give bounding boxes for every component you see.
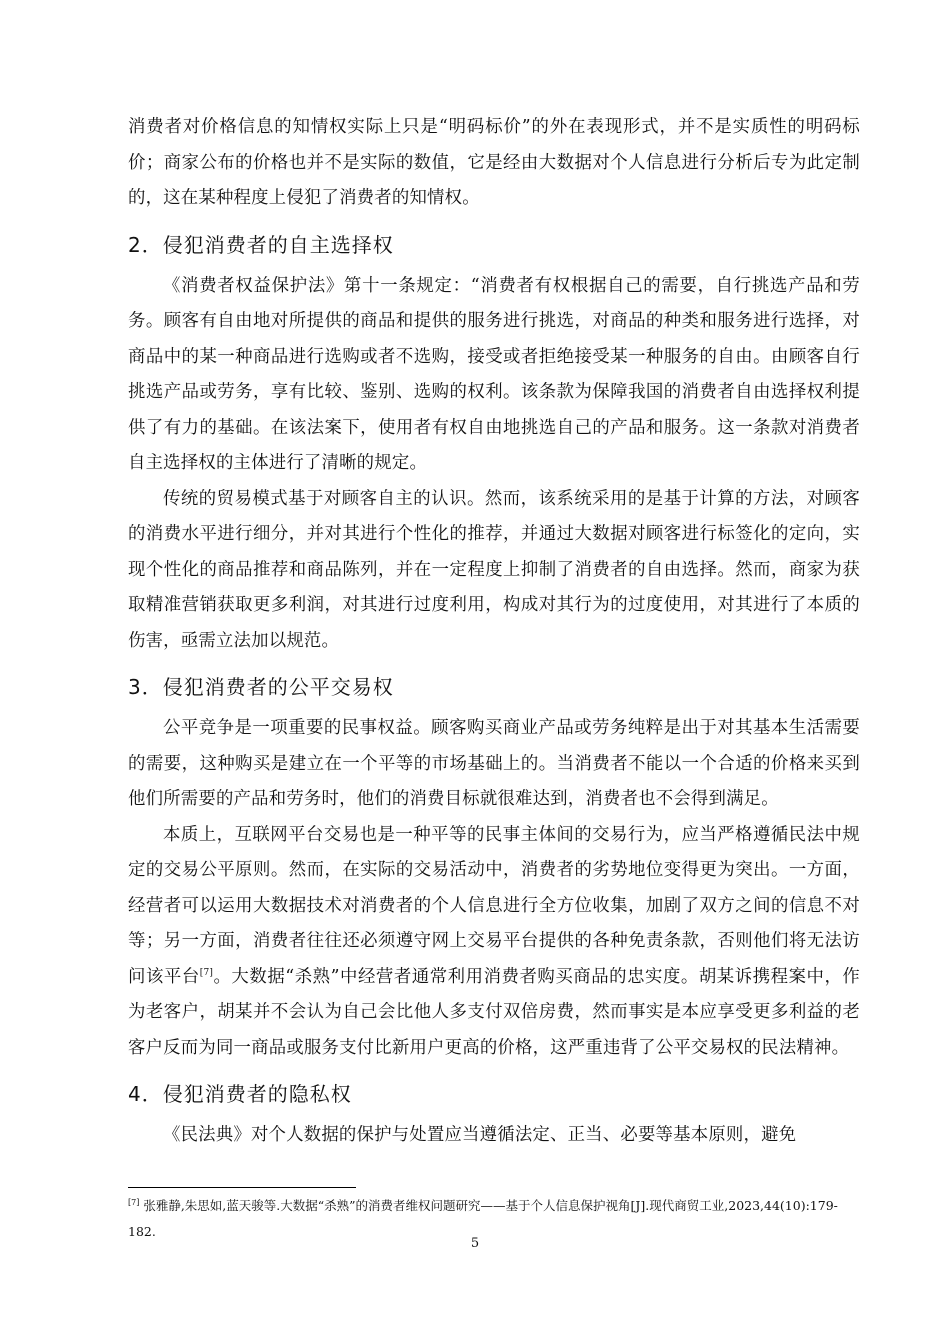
paragraph-fair-competition: 公平竞争是一项重要的民事权益。顾客购买商业产品或劳务纯粹是出于对其基本生活需要的需要，这种购买是建立在一个平等的市场基础上的。当消费者不能以一个合适的价格来买到他们所需要的产品和劳务时，他们的消费目标就很难达到，消费者也不会得到满足。: [128, 718, 860, 809]
footnote-mark: [7]: [128, 1197, 140, 1207]
page-number: 5: [470, 1236, 480, 1251]
paragraph-privacy-start: 《民法典》对个人数据的保护与处置应当遵循法定、正当、必要等基本原则，避免: [163, 1125, 797, 1145]
footnote-divider: [128, 1187, 356, 1188]
paragraph-fair-trade-essence: [128, 818, 860, 1067]
paragraph-choice-trade: 传统的贸易模式基于对顾客自主的认识。然而，该系统采用的是基于计算的方法，对顾客的消费水平进行细分，并对其进行个性化的推荐，并通过大数据对顾客进行标签化的定向，实现个性化的商品推荐和商品陈列，并在一定程度上抑制了消费者的自由选择。然而，商家为获取精准营销获取更多利润，对其进行过度利用，构成对其行为的过度使用，对其进行了本质的伤害，亟需立法加以规范。: [128, 488, 860, 651]
paragraph-fair-trade-text-after: 。大数据“杀熟”中经营者通常利用消费者购买商品的忠实度。胡某诉携程案中，作为老客户，胡某并不会认为自己会比他人多支付双倍房费，然而事实是本应享受更多利益的老客户反而为同一商品或服务支付比新用户更高的价格，这严重违背了公平交易权的民法精神。: [128, 966, 860, 1058]
body-content: [128, 110, 860, 1154]
paragraph-choice-law: 《消费者权益保护法》第十一条规定：“消费者有权根据自己的需要，自行挑选产品和劳务。顾客有自由地对所提供的商品和提供的服务进行挑选，对商品的种类和服务进行选择，对商品中的某一种商品进行选购或者不选购，接受或者拒绝接受某一种服务的自由。由顾客自行挑选产品或劳务，享有比较、鉴别、选购的权利。该条款为保障我国的消费者自由选择权利提供了有力的基础。在该法案下，使用者有权自由地挑选自己的产品和服务。这一条款对消费者自主选择权的主体进行了清晰的规定。: [128, 275, 860, 473]
citation-ref: [7]: [199, 967, 214, 978]
section-heading-fair-trade: 3．侵犯消费者的公平交易权: [128, 675, 394, 699]
footnote-text: 张雅静,朱思如,蓝天骏等.大数据“杀熟”的消费者维权问题研究——基于个人信息保护视角[J].现代商贸工业,2023,44(10):179-182.: [128, 1198, 838, 1239]
paragraph-informed-right-end: 消费者对价格信息的知情权实际上只是“明码标价”的外在表现形式，并不是实质性的明码标价；商家公布的价格也并不是实际的数值，它是经由大数据对个人信息进行分析后专为此定制的，这在某种程度上侵犯了消费者的知情权。: [128, 117, 860, 208]
section-heading-choice: 2．侵犯消费者的自主选择权: [128, 232, 394, 257]
paragraph-fair-trade-text-before: 本质上，互联网平台交易也是一种平等的民事主体间的交易行为，应当严格遵循民法中规定的交易公平原则。然而，在实际的交易活动中，消费者的劣势地位变得更为突出。一方面，经营者可以运用大数据技术对消费者的个人信息进行全方位收集，加剧了双方之间的信息不对等；另一方面，消费者往往还必须遵守网上交易平台提供的各种免责条款，否则他们将无法访问该平台: [128, 824, 860, 987]
section-heading-privacy: 4．侵犯消费者的隐私权: [128, 1082, 352, 1106]
